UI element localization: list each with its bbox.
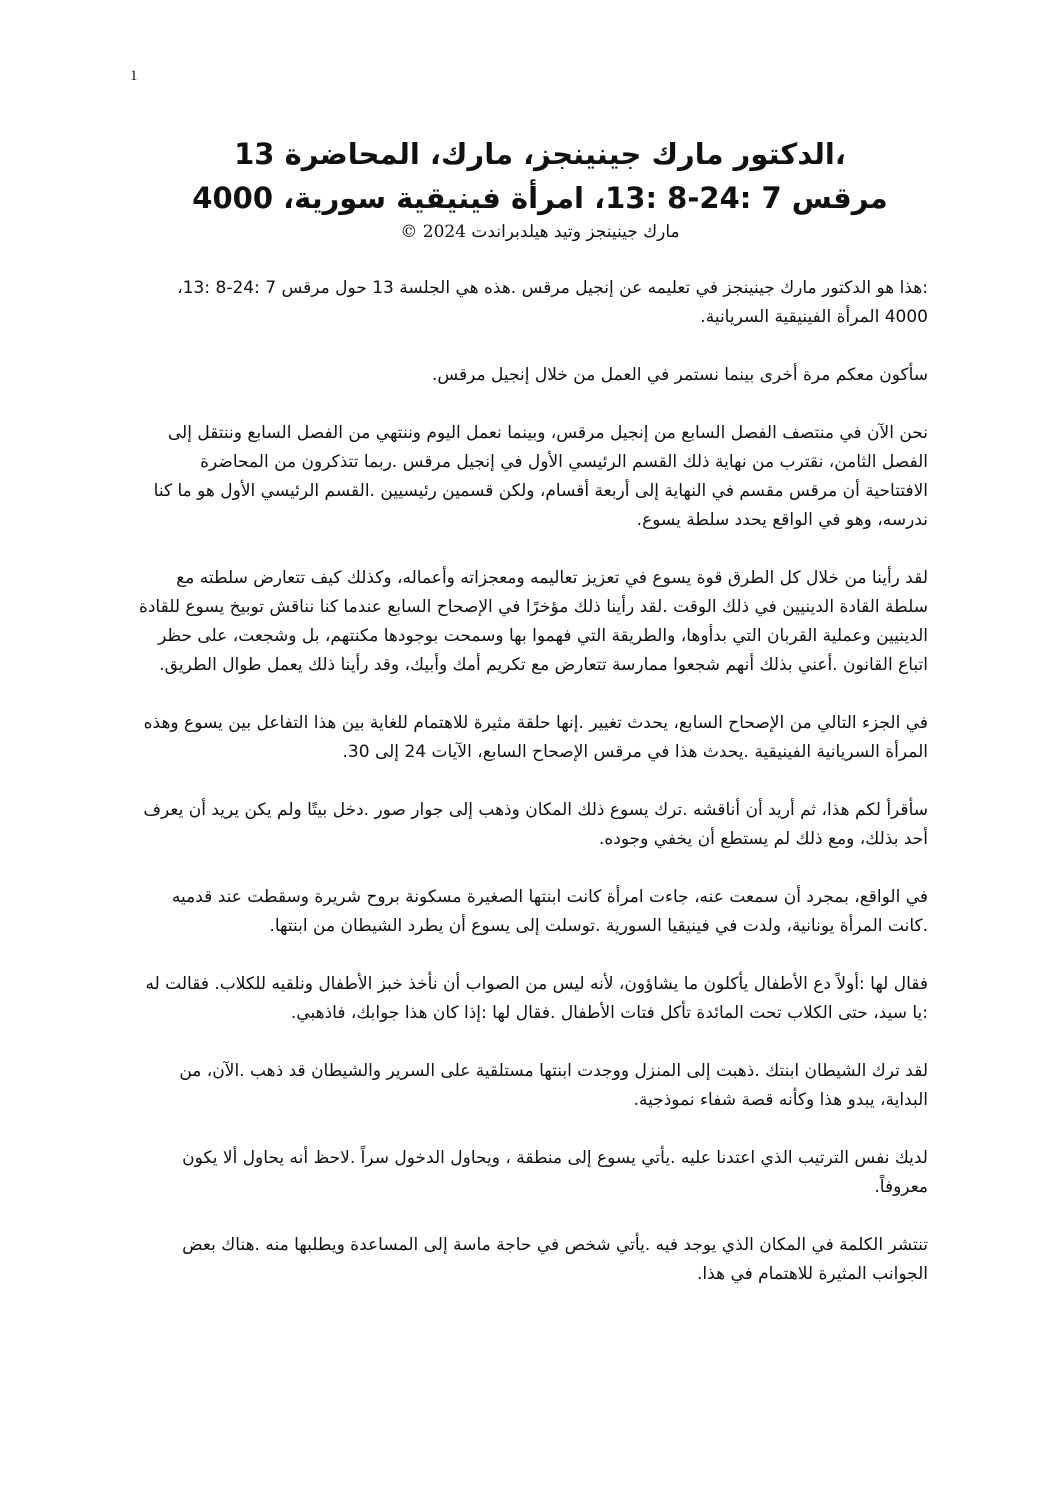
paragraph: سأكون معكم مرة أخرى بينما نستمر في العمل من خلال إنجيل مرقس. bbox=[431, 365, 928, 385]
paragraph: لديك نفس الترتيب الذي اعتدنا عليه .يأتي يسوع إلى منطقة ، ويحاول الدخول سراً .لاحظ أنه يحاول ألا يكون معروفاً. bbox=[182, 1148, 928, 1197]
paragraph: لقد رأينا من خلال كل الطرق قوة يسوع في تعزيز تعاليمه ومعجزاته وأعماله، وكذلك كيف تتعارض سلطته مع سلطة القادة الدينيين في ذلك الوقت .لقد رأينا ذلك مؤخرًا في الإصحاح السابع عندما كنا نناقش توبيخ يسوع للقادة الدينيين وعملية القربان التي بدأوها، والطريقة التي فهموا بها وسمحت بوجودها مكنتهم، بل وشجعت، على حظر اتباع القانون .أعني بذلك أنهم شجعوا ممارسة تتعارض مع تكريم أمك وأبيك، وقد رأينا ذلك يعمل طوال الطريق. bbox=[138, 568, 928, 675]
paragraph: في الواقع، بمجرد أن سمعت عنه، جاءت امرأة كانت ابنتها الصغيرة مسكونة بروح شريرة وسقطت عند قدميه .كانت المرأة يونانية، ولدت في فينيقيا السورية .توسلت إلى يسوع أن يطرد الشيطان من ابنتها. bbox=[171, 887, 928, 936]
paragraph: في الجزء التالي من الإصحاح السابع، يحدث تغيير .إنها حلقة مثيرة للاهتمام للغاية بين هذا التفاعل بين يسوع وهذه المرأة السريانية الفينيقية .يحدث هذا في مرقس الإصحاح السابع، الآيات 24 إلى 30. bbox=[143, 713, 928, 762]
paragraph: سأقرأ لكم هذا، ثم أريد أن أناقشه .ترك يسوع ذلك المكان وذهب إلى جوار صور .دخل بيتًا ولم يكن يريد أن يعرف أحد بذلك، ومع ذلك لم يستطع أن يخفي وجوده. bbox=[143, 800, 928, 849]
paragraph: فقال لها :أولاً دع الأطفال يأكلون ما يشاؤون، لأنه ليس من الصواب أن نأخذ خبز الأطفال ونلقيه للكلاب. فقالت له :يا سيد، حتى الكلاب تحت المائدة تأكل فتات الأطفال .فقال لها :إذا كان هذا جوابك، فاذهبي. bbox=[145, 974, 928, 1023]
title-line-1: ،الدكتور مارك جينينجز، مارك، المحاضرة 13 bbox=[234, 137, 846, 171]
paragraph: لقد ترك الشيطان ابنتك .ذهبت إلى المنزل ووجدت ابنتها مستلقية على السرير والشيطان قد ذهب .الآن، من البداية، يبدو هذا وكأنه قصة شفاء نموذجية. bbox=[179, 1061, 928, 1110]
page-number: 1 bbox=[130, 68, 138, 84]
paragraph: :هذا هو الدكتور مارك جينينجز في تعليمه عن إنجيل مرقس .هذه هي الجلسة 13 حول مرقس 7 :24-8 :13، 4000 المرأة الفينيقية السريانية. bbox=[177, 278, 928, 327]
title-line-2: مرقس 7 :24-8 :13، امرأة فينيقية سورية، 4000 bbox=[192, 181, 888, 215]
copyright-line: مارك جينينجز وتيد هيلدبراندت 2024 © bbox=[400, 222, 680, 242]
paragraph: تنتشر الكلمة في المكان الذي يوجد فيه .يأتي شخص في حاجة ماسة إلى المساعدة ويطلبها منه .هناك بعض الجوانب المثيرة للاهتمام في هذا. bbox=[182, 1235, 928, 1284]
document-body bbox=[132, 274, 928, 1318]
document-title bbox=[100, 132, 980, 220]
paragraph: نحن الآن في منتصف الفصل السابع من إنجيل مرقس، وبينما نعمل اليوم وننتهي من الفصل السابع وننتقل إلى الفصل الثامن، نقترب من نهاية ذلك القسم الرئيسي الأول في إنجيل مرقس .ربما تتذكرون من المحاضرة الافتتاحية أن مرقس مقسم في النهاية إلى أربعة أقسام، ولكن قسمين رئيسيين .القسم الرئيسي الأول هو ما كنا ندرسه، وهو في الواقع يحدد سلطة يسوع. bbox=[153, 423, 928, 530]
